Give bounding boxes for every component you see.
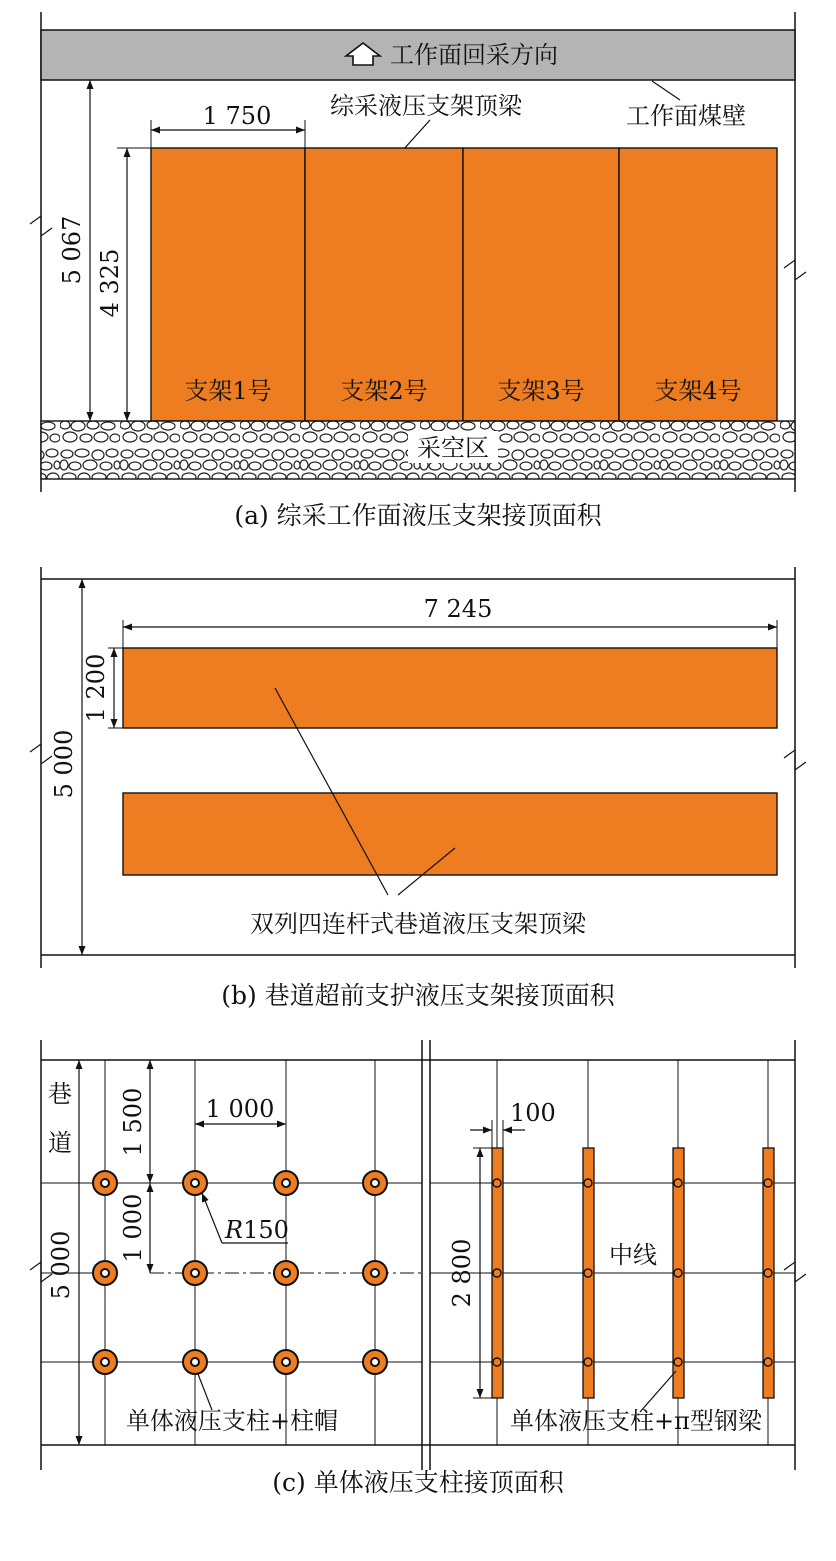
advance-direction-label: 工作面回采方向 (390, 41, 558, 69)
roadway-label-1: 巷 (48, 1080, 72, 1108)
beam-canopy-bottom (123, 793, 777, 875)
goaf-label: 采空区 (417, 434, 489, 462)
canopy-label: 综采液压支架顶梁 (330, 92, 522, 120)
coal-wall-leader (652, 81, 680, 100)
panel-b (30, 567, 806, 1010)
break-mark-right (784, 260, 806, 280)
break-mark-right-b (784, 750, 806, 770)
beams-leader (640, 1371, 676, 1412)
support-label-4: 支架4号 (654, 377, 742, 405)
dim-canopy-text: 4 325 (96, 248, 124, 318)
dim-row-text: 1 000 (119, 1193, 147, 1263)
beam-canopy-top (123, 648, 777, 728)
break-mark-left (30, 216, 52, 236)
dim-total-b-text: 5 000 (50, 729, 78, 799)
panel-c (30, 1040, 806, 1497)
dim-total-c-text: 5 000 (47, 1230, 75, 1300)
props-label: 单体液压支柱+柱帽 (125, 1407, 339, 1435)
coal-wall-label: 工作面煤壁 (626, 102, 746, 130)
radius-label: R150 (225, 1216, 289, 1244)
panel-b-caption: (b) 巷道超前支护液压支架接顶面积 (221, 981, 615, 1010)
dim-total-text: 5 067 (58, 215, 86, 285)
support-label-2: 支架2号 (340, 377, 428, 405)
props-leader (198, 1374, 212, 1410)
radius-leader (202, 1193, 222, 1243)
roadway-label-2: 道 (48, 1129, 72, 1157)
beam-label: 双列四连杆式巷道液压支架顶梁 (250, 910, 586, 938)
support-label-1: 支架1号 (184, 377, 272, 405)
centerline-label: 中线 (609, 1241, 657, 1269)
dim-top-text: 1 500 (119, 1087, 147, 1157)
dim-beam-width-text: 1 200 (82, 653, 110, 723)
break-mark-right-c (784, 1262, 806, 1282)
dim-spacing-text: 1 000 (205, 1095, 275, 1123)
panel-a (30, 12, 806, 530)
dim-beam-length-text: 2 800 (448, 1238, 476, 1308)
beams-label: 单体液压支柱+π型钢梁 (510, 1407, 762, 1435)
dim-width-text: 1 750 (202, 102, 272, 130)
panel-c-caption: (c) 单体液压支柱接顶面积 (272, 1468, 564, 1497)
panel-a-caption: (a) 综采工作面液压支架接顶面积 (234, 501, 602, 530)
support-label-3: 支架3号 (497, 377, 585, 405)
dim-length-text: 7 245 (423, 595, 493, 623)
dim-beam-width-c-text: 100 (510, 1099, 556, 1127)
break-mark-left-b (30, 744, 52, 764)
